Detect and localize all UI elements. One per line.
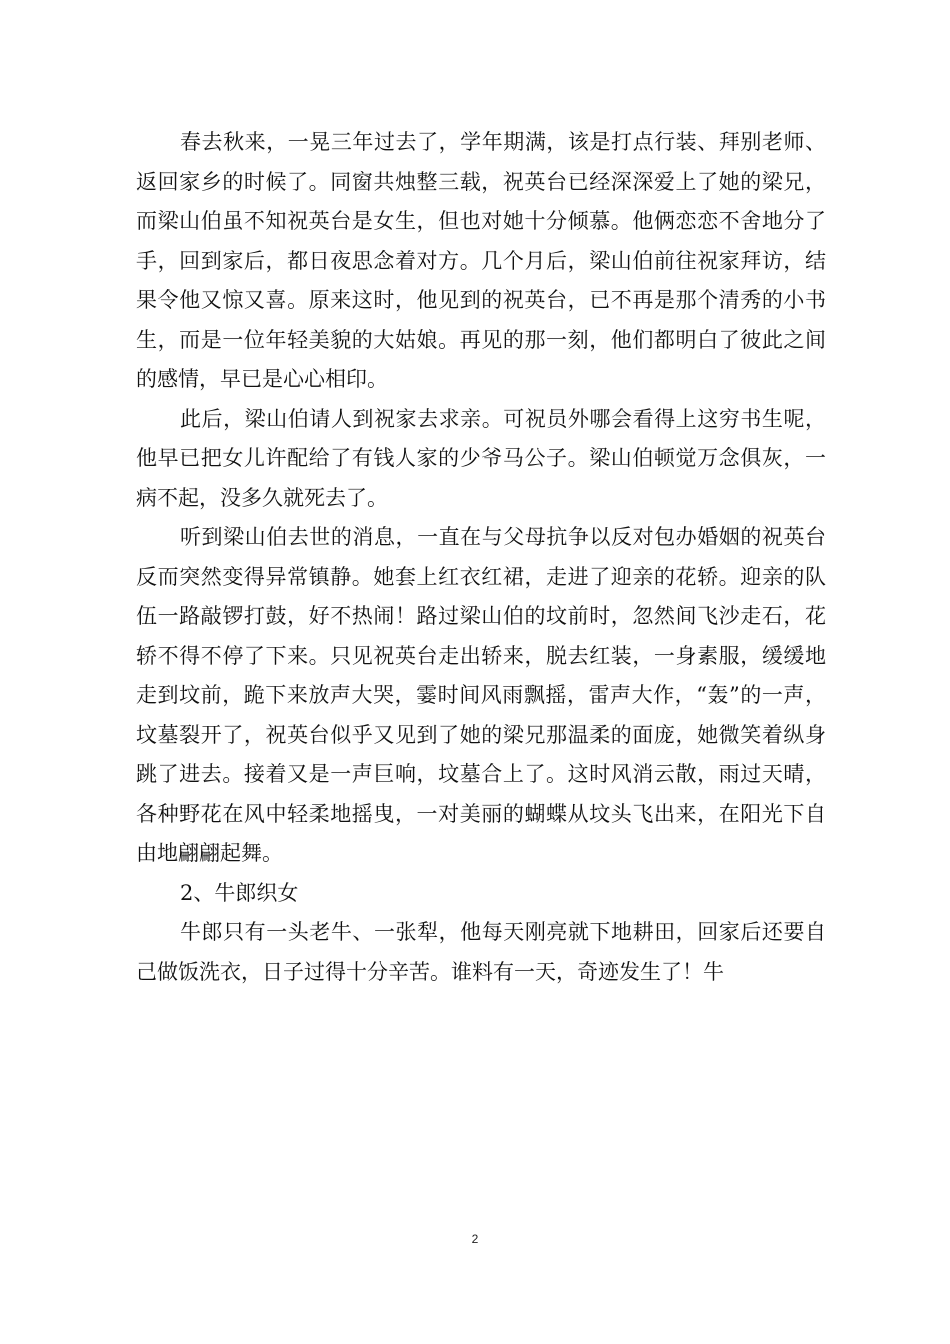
paragraph-4: 牛郎只有一头老牛、一张犁，他每天刚亮就下地耕田，回家后还要自己做饭洗衣，日子过得十分辛苦。谁料有一天，奇迹发生了！牛	[136, 920, 826, 984]
section-heading: 2、牛郎织女	[180, 880, 299, 905]
document-body	[136, 123, 826, 992]
paragraph-1: 春去秋来，一晃三年过去了，学年期满，该是打点行装、拜别老师、返回家乡的时候了。同窗共烛整三载，祝英台已经深深爱上了她的梁兄，而梁山伯虽不知祝英台是女生，但也对她十分倾慕。他俩恋恋不舍地分了手，回到家后，都日夜思念着对方。几个月后，梁山伯前往祝家拜访，结果令他又惊又喜。原来这时，他见到的祝英台，已不再是那个清秀的小书生，而是一位年轻美貌的大姑娘。再见的那一刻，他们都明白了彼此之间的感情，早已是心心相印。	[136, 130, 826, 391]
paragraph-3: 听到梁山伯去世的消息，一直在与父母抗争以反对包办婚姻的祝英台反而突然变得异常镇静。她套上红衣红裙，走进了迎亲的花轿。迎亲的队伍一路敲锣打鼓，好不热闹！路过梁山伯的坟前时，忽然间飞沙走石，花轿不得不停了下来。只见祝英台走出轿来，脱去红装，一身素服，缓缓地走到坟前，跪下来放声大哭，霎时间风雨飘摇，雷声大作，“轰”的一声，坟墓裂开了，祝英台似乎又见到了她的梁兄那温柔的面庞，她微笑着纵身跳了进去。接着又是一声巨响，坟墓合上了。这时风消云散，雨过天晴，各种野花在风中轻柔地摇曳，一对美丽的蝴蝶从坟头飞出来，在阳光下自由地翩翩起舞。	[136, 525, 826, 865]
paragraph-2: 此后，梁山伯请人到祝家去求亲。可祝员外哪会看得上这穷书生呢，他早已把女儿许配给了有钱人家的少爷马公子。梁山伯顿觉万念俱灰，一病不起，没多久就死去了。	[136, 406, 826, 510]
page-number: 2	[471, 1232, 479, 1246]
